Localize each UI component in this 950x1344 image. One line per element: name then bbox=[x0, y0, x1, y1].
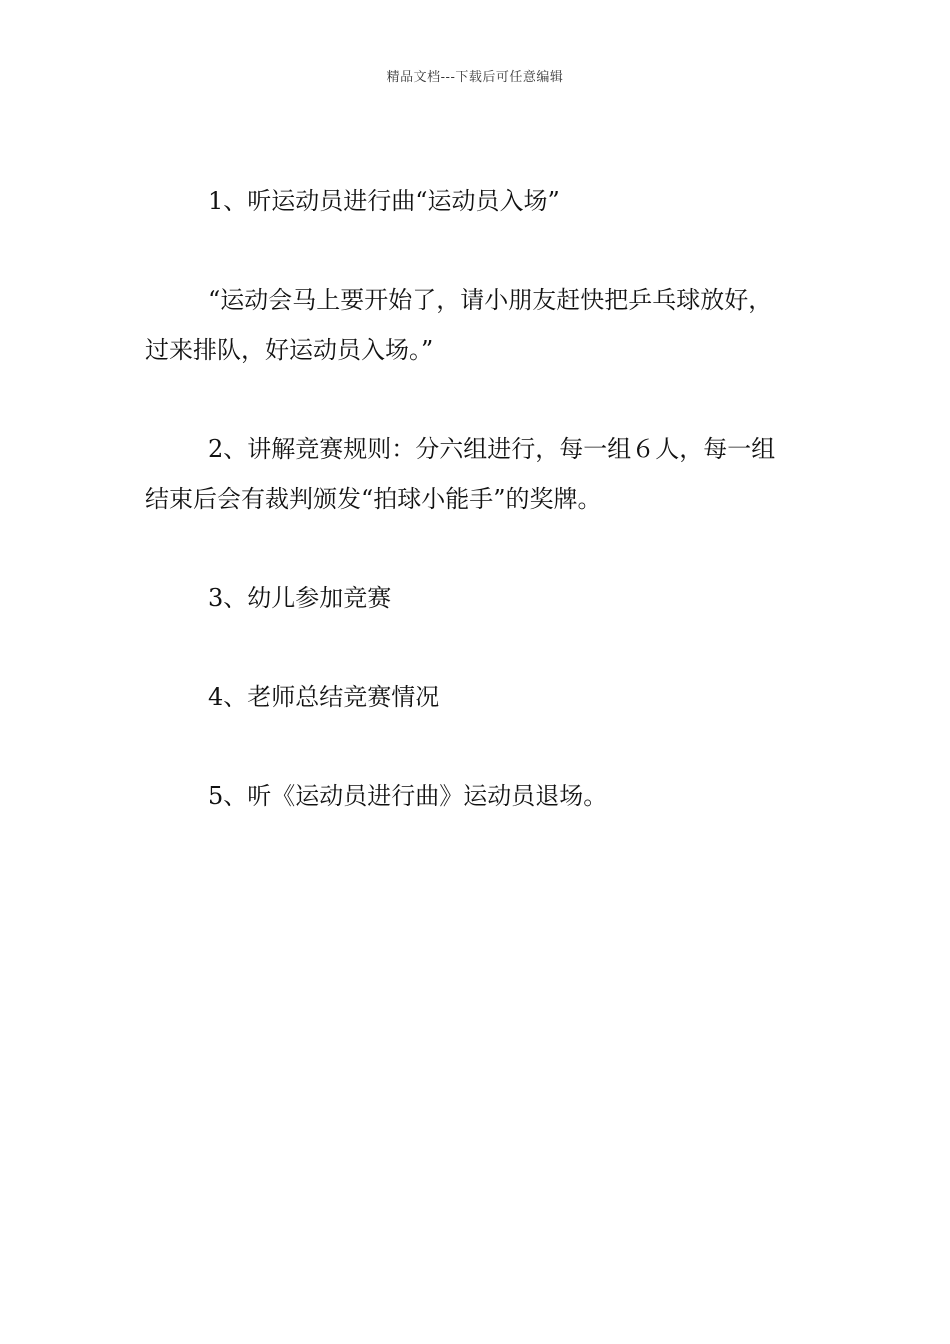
paragraph-4-line-1: 3、幼儿参加竞赛 bbox=[208, 584, 392, 612]
page-header: 精品文档---下载后可任意编辑 bbox=[386, 70, 564, 85]
paragraph-1-line-1: 1、听运动员进行曲“运动员入场” bbox=[208, 187, 560, 215]
paragraph-3-line-1: 2、讲解竞赛规则：分六组进行，每一组６人，每一组 bbox=[208, 435, 776, 463]
paragraph-6-line-1: 5、听《运动员进行曲》运动员退场。 bbox=[208, 782, 608, 810]
paragraph-1 bbox=[145, 176, 835, 226]
paragraph-2 bbox=[145, 275, 835, 375]
document-body bbox=[145, 176, 835, 870]
paragraph-3-line-2: 结束后会有裁判颁发“拍球小能手”的奖牌。 bbox=[145, 485, 602, 513]
paragraph-2-line-2: 过来排队，好运动员入场。” bbox=[145, 336, 434, 364]
paragraph-5 bbox=[145, 672, 835, 722]
paragraph-2-line-1: “运动会马上要开始了，请小朋友赶快把乒乓球放好， bbox=[208, 286, 773, 314]
paragraph-5-line-1: 4、老师总结竞赛情况 bbox=[208, 683, 440, 711]
paragraph-4 bbox=[145, 573, 835, 623]
paragraph-6 bbox=[145, 771, 835, 821]
paragraph-3 bbox=[145, 424, 835, 524]
